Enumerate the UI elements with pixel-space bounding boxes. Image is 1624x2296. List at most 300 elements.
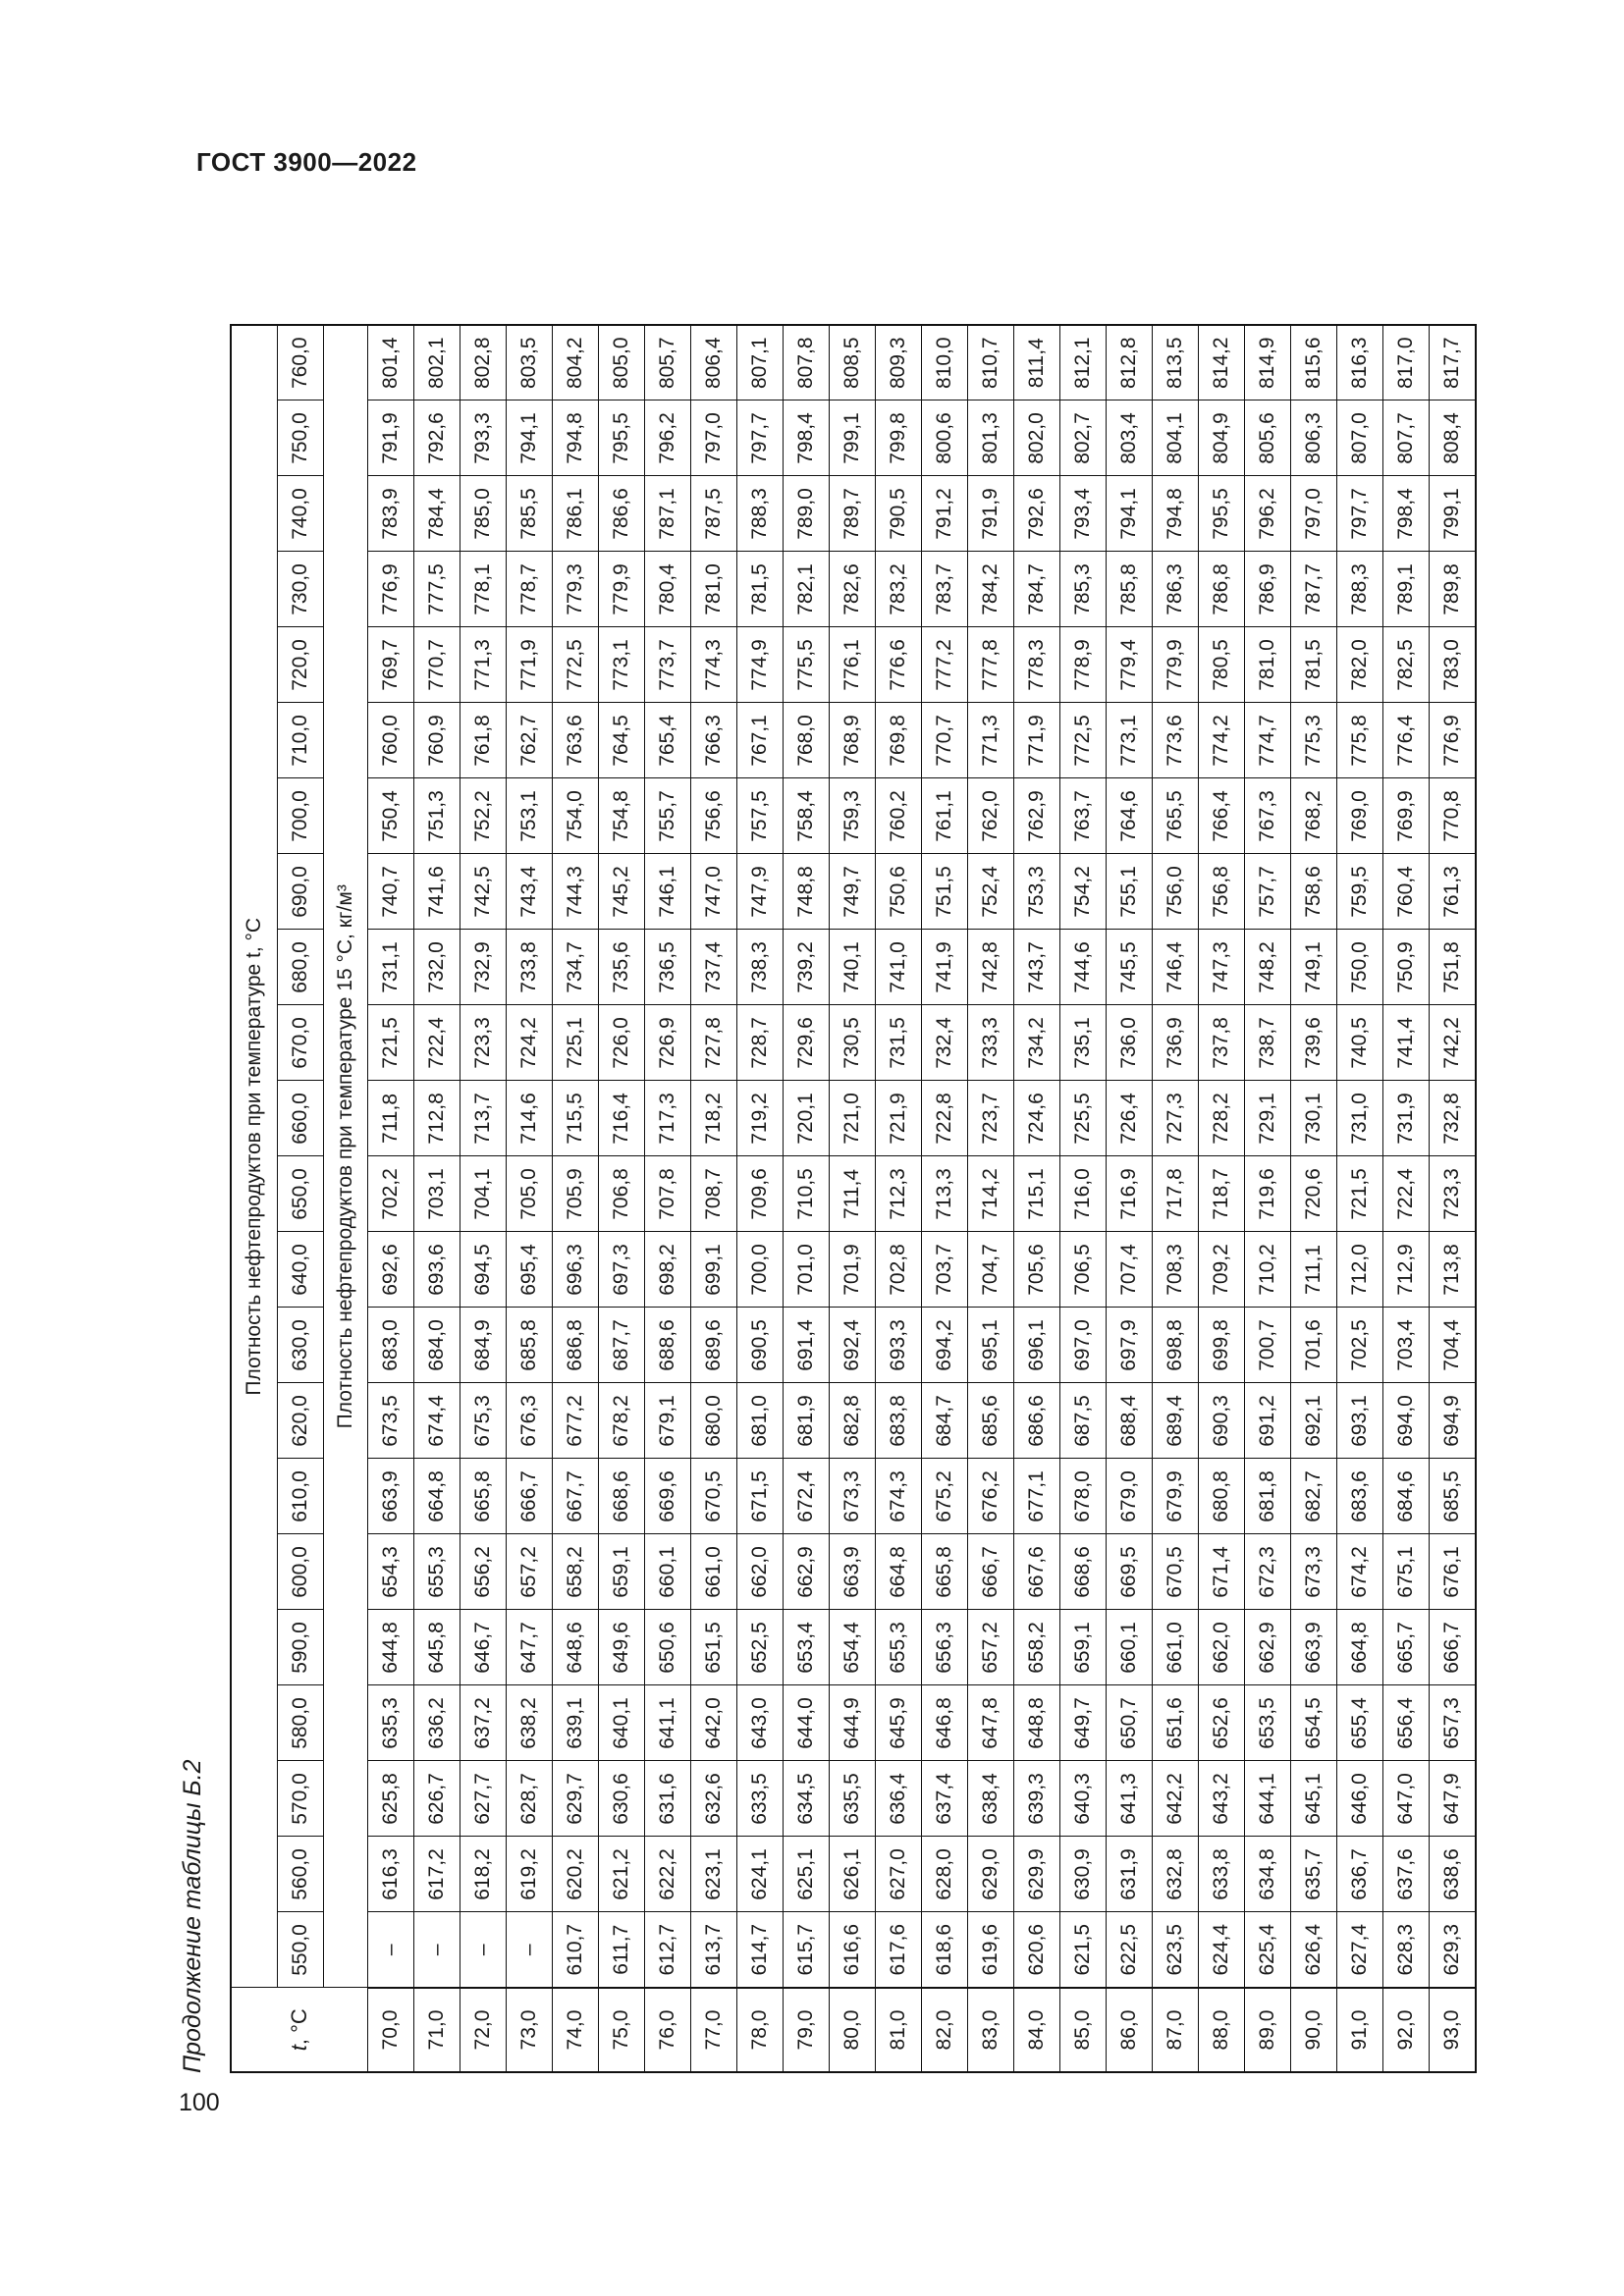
density-cell: 645,8 [414,1610,460,1685]
density-cell: 676,3 [507,1383,553,1459]
density-cell: 662,9 [1245,1610,1291,1685]
temperature-cell: 90,0 [1291,1988,1337,2072]
density-cell: 705,6 [1014,1232,1060,1308]
density-cell: 769,8 [876,703,922,778]
density-cell: 623,5 [1153,1912,1199,1988]
density-cell: 638,4 [968,1761,1014,1837]
density-cell: 736,5 [645,930,691,1005]
density-cell: 737,8 [1199,1005,1245,1081]
density-cell: 722,8 [922,1081,968,1156]
density-cell: – [414,1912,460,1988]
table-row [368,325,414,2072]
density-cell: 656,4 [1383,1685,1430,1761]
density-cell: 684,9 [460,1308,507,1383]
density-cell: 760,2 [876,778,922,854]
density-cell: 797,0 [1291,476,1337,552]
density-cell: 665,8 [922,1534,968,1610]
density-cell: 693,1 [1337,1383,1383,1459]
density-cell: 742,5 [460,854,507,930]
density-cell: 789,0 [784,476,830,552]
density-cell: 784,2 [968,552,1014,627]
density-cell: 652,6 [1199,1685,1245,1761]
density-cell: 735,1 [1060,1005,1107,1081]
density-cell: 635,7 [1291,1837,1337,1912]
density-cell: 673,5 [368,1383,414,1459]
density-cell: 761,3 [1430,854,1477,930]
density-cell: 809,3 [876,325,922,400]
density-cell: 653,4 [784,1610,830,1685]
column-header: 750,0 [278,400,324,476]
density-cell: 635,3 [368,1685,414,1761]
density-cell: 765,5 [1153,778,1199,854]
column-header: 760,0 [278,325,324,400]
density-cell: 637,6 [1383,1837,1430,1912]
density-cell: 709,2 [1199,1232,1245,1308]
density-cell: 777,2 [922,627,968,703]
density-cell: 781,5 [737,552,784,627]
density-cell: 689,6 [691,1308,737,1383]
density-cell: 679,9 [1153,1459,1199,1534]
density-cell: 708,7 [691,1156,737,1232]
density-cell: 803,4 [1107,400,1153,476]
column-header: 660,0 [278,1081,324,1156]
density-cell: 808,5 [830,325,876,400]
column-header: 710,0 [278,703,324,778]
density-cell: 715,5 [553,1081,599,1156]
density-cell: 655,4 [1337,1685,1383,1761]
density-cell: 629,3 [1430,1912,1477,1988]
density-cell: 813,5 [1153,325,1199,400]
density-cell: 660,1 [1107,1610,1153,1685]
density-cell: 704,7 [968,1232,1014,1308]
density-cell: 787,1 [645,476,691,552]
density-cell: 732,9 [460,930,507,1005]
density-cell: 787,5 [691,476,737,552]
density-cell: 694,0 [1383,1383,1430,1459]
density-cell: 812,8 [1107,325,1153,400]
density-cell: 649,7 [1060,1685,1107,1761]
density-cell: 666,7 [1430,1610,1477,1685]
density-cell: 671,4 [1199,1534,1245,1610]
density-cell: 718,2 [691,1081,737,1156]
density-cell: 769,7 [368,627,414,703]
density-cell: 674,4 [414,1383,460,1459]
density-cell: 625,4 [1245,1912,1291,1988]
table-row [460,325,507,2072]
density-cell: 721,0 [830,1081,876,1156]
density-cell: 694,2 [922,1308,968,1383]
table-row [1199,325,1245,2072]
density-cell: 719,2 [737,1081,784,1156]
density-cell: 788,3 [1337,552,1383,627]
density-cell: 686,8 [553,1308,599,1383]
density-cell: 628,0 [922,1837,968,1912]
density-cell: 756,0 [1153,854,1199,930]
density-cell: 628,7 [507,1761,553,1837]
density-cell: 716,0 [1060,1156,1107,1232]
density-cell: 807,0 [1337,400,1383,476]
density-cell: 627,7 [460,1761,507,1837]
density-cell: 786,3 [1153,552,1199,627]
column-header: 570,0 [278,1761,324,1837]
density-cell: 651,5 [691,1610,737,1685]
density-cell: 694,5 [460,1232,507,1308]
density-cell: 792,6 [1014,476,1060,552]
table-caption: Продолжение таблицы Б.2 [179,1759,206,2073]
density-cell: 750,9 [1383,930,1430,1005]
density-cell: 771,3 [460,627,507,703]
density-cell: 676,2 [968,1459,1014,1534]
temperature-cell: 92,0 [1383,1988,1430,2072]
density-cell: 768,9 [830,703,876,778]
density-cell: 776,6 [876,627,922,703]
density-cell: 781,0 [1245,627,1291,703]
density-cell: 744,3 [553,854,599,930]
density-cell: 739,6 [1291,1005,1337,1081]
table-row [645,325,691,2072]
density-cell: 699,1 [691,1232,737,1308]
column-header: 680,0 [278,930,324,1005]
density-cell: 676,1 [1430,1534,1477,1610]
density-cell: 812,1 [1060,325,1107,400]
density-cell: 663,9 [830,1534,876,1610]
density-cell: 663,9 [1291,1610,1337,1685]
density-cell: 622,2 [645,1837,691,1912]
density-cell: 703,4 [1383,1308,1430,1383]
temperature-cell: 86,0 [1107,1988,1153,2072]
table-row [876,325,922,2072]
density-cell: 728,2 [1199,1081,1245,1156]
density-cell: 687,7 [599,1308,645,1383]
density-cell: 668,6 [599,1459,645,1534]
density-cell: 804,1 [1153,400,1199,476]
density-cell: 758,6 [1291,854,1337,930]
density-cell: 712,3 [876,1156,922,1232]
density-cell: 664,8 [876,1534,922,1610]
density-cell: 753,1 [507,778,553,854]
density-cell: 754,0 [553,778,599,854]
density-cell: 669,5 [1107,1534,1153,1610]
density-cell: 731,9 [1383,1081,1430,1156]
density-cell: 722,4 [414,1005,460,1081]
column-header: 650,0 [278,1156,324,1232]
density-cell: 779,4 [1107,627,1153,703]
density-cell: 802,1 [414,325,460,400]
density-cell: 807,7 [1383,400,1430,476]
density-cell: 652,5 [737,1610,784,1685]
temperature-cell: 82,0 [922,1988,968,2072]
density-cell: 623,1 [691,1837,737,1912]
density-cell: 776,1 [830,627,876,703]
density-cell: 684,7 [922,1383,968,1459]
density-cell: 807,8 [784,325,830,400]
column-headers-row [278,325,324,2072]
density-cell: 695,1 [968,1308,1014,1383]
density-cell: 627,4 [1337,1912,1383,1988]
column-header: 740,0 [278,476,324,552]
density-cell: 791,9 [968,476,1014,552]
density-cell: 666,7 [507,1459,553,1534]
density-cell: 795,5 [1199,476,1245,552]
density-cell: 783,0 [1430,627,1477,703]
density-cell: 644,0 [784,1685,830,1761]
density-cell: 770,8 [1430,778,1477,854]
density-cell: 805,6 [1245,400,1291,476]
density-cell: 655,3 [414,1534,460,1610]
density-cell: 737,4 [691,930,737,1005]
density-cell: 801,3 [968,400,1014,476]
density-cell: 718,7 [1199,1156,1245,1232]
density-cell: 632,6 [691,1761,737,1837]
density-cell: 747,9 [737,854,784,930]
density-cell: 760,4 [1383,854,1430,930]
temperature-cell: 84,0 [1014,1988,1060,2072]
density-cell: 793,3 [460,400,507,476]
density-cell: 761,1 [922,778,968,854]
density-cell: 644,8 [368,1610,414,1685]
density-cell: 712,9 [1383,1232,1430,1308]
temperature-cell: 83,0 [968,1988,1014,2072]
density-cell: 780,5 [1199,627,1245,703]
table-row [968,325,1014,2072]
density-cell: 636,7 [1337,1837,1383,1912]
density-cell: 817,0 [1383,325,1430,400]
density-cell: 659,1 [599,1534,645,1610]
table-row [414,325,460,2072]
density-cell: 731,0 [1337,1081,1383,1156]
column-header: 590,0 [278,1610,324,1685]
density-cell: 612,7 [645,1912,691,1988]
temperature-cell: 81,0 [876,1988,922,2072]
table-body [368,325,1477,2072]
density-cell: 625,8 [368,1761,414,1837]
density-cell: 730,1 [1291,1081,1337,1156]
density-cell: 638,6 [1430,1837,1477,1912]
density-cell: 745,2 [599,854,645,930]
density-cell: 789,1 [1383,552,1430,627]
t-column-header: t, °C [231,1988,368,2072]
density-cell: 773,6 [1153,703,1199,778]
density-cell: 665,8 [460,1459,507,1534]
density-cell: 738,7 [1245,1005,1291,1081]
density-cell: 773,1 [1107,703,1153,778]
density-cell: 658,2 [1014,1610,1060,1685]
density-cell: 645,1 [1291,1761,1337,1837]
density-cell: 735,6 [599,930,645,1005]
density-cell: 746,4 [1153,930,1199,1005]
density-cell: 733,8 [507,930,553,1005]
density-cell: 740,1 [830,930,876,1005]
density-cell: 720,1 [784,1081,830,1156]
density-cell: 755,7 [645,778,691,854]
column-header: 700,0 [278,778,324,854]
density-cell: 711,4 [830,1156,876,1232]
density-cell: 661,0 [1153,1610,1199,1685]
temperature-cell: 77,0 [691,1988,737,2072]
density-cell: 656,2 [460,1534,507,1610]
density-cell: 664,8 [1337,1610,1383,1685]
density-cell: 756,6 [691,778,737,854]
density-cell: 666,7 [968,1534,1014,1610]
density-cell: 706,8 [599,1156,645,1232]
density-cell: 654,3 [368,1534,414,1610]
density-cell: 729,6 [784,1005,830,1081]
density-cell: 629,9 [1014,1837,1060,1912]
density-cell: 777,8 [968,627,1014,703]
density-cell: 675,2 [922,1459,968,1534]
density-cell: 751,3 [414,778,460,854]
group-header: Плотность нефтепродуктов при температуре t, °C [231,325,278,1988]
density-cell: 714,6 [507,1081,553,1156]
density-cell: 725,5 [1060,1081,1107,1156]
density-cell: 683,8 [876,1383,922,1459]
density-cell: 618,2 [460,1837,507,1912]
density-cell: 779,9 [1153,627,1199,703]
density-cell: 716,4 [599,1081,645,1156]
density-cell: 787,7 [1291,552,1337,627]
density-cell: 677,2 [553,1383,599,1459]
density-cell: – [507,1912,553,1988]
density-cell: 688,6 [645,1308,691,1383]
density-cell: 629,7 [553,1761,599,1837]
density-cell: 635,5 [830,1761,876,1837]
sub-header: Плотность нефтепродуктов при температуре 15 °C, кг/м³ [324,325,368,1988]
density-cell: 783,9 [368,476,414,552]
density-cell: 630,9 [1060,1837,1107,1912]
density-cell: 630,6 [599,1761,645,1837]
density-cell: 805,7 [645,325,691,400]
temperature-cell: 93,0 [1430,1988,1477,2072]
density-cell: 680,0 [691,1383,737,1459]
density-cell: 789,8 [1430,552,1477,627]
table-row [1107,325,1153,2072]
density-cell: 778,1 [460,552,507,627]
density-cell: 714,2 [968,1156,1014,1232]
density-cell: 806,4 [691,325,737,400]
density-cell: 641,3 [1107,1761,1153,1837]
density-cell: 632,8 [1153,1837,1199,1912]
density-cell: 637,4 [922,1761,968,1837]
density-cell: 763,7 [1060,778,1107,854]
density-cell: 750,4 [368,778,414,854]
density-cell: 682,8 [830,1383,876,1459]
density-cell: 665,7 [1383,1610,1430,1685]
density-cell: 804,2 [553,325,599,400]
density-cell: 750,6 [876,854,922,930]
density-cell: 641,1 [645,1685,691,1761]
density-cell: 726,9 [645,1005,691,1081]
density-cell: 739,2 [784,930,830,1005]
density-cell: 814,9 [1245,325,1291,400]
density-cell: 701,0 [784,1232,830,1308]
density-cell: 611,7 [599,1912,645,1988]
density-cell: 669,6 [645,1459,691,1534]
density-cell: 794,8 [1153,476,1199,552]
density-cell: 722,4 [1383,1156,1430,1232]
density-cell: 654,4 [830,1610,876,1685]
density-cell: 752,2 [460,778,507,854]
density-cell: 721,5 [368,1005,414,1081]
density-cell: 654,5 [1291,1685,1337,1761]
density-cell: 622,5 [1107,1912,1153,1988]
density-cell: 784,4 [414,476,460,552]
table-row [599,325,645,2072]
temperature-cell: 78,0 [737,1988,784,2072]
density-cell: 673,3 [1291,1534,1337,1610]
density-cell: 767,1 [737,703,784,778]
density-cell: 680,8 [1199,1459,1245,1534]
density-cell: 748,2 [1245,930,1291,1005]
density-cell: 777,5 [414,552,460,627]
density-cell: 730,5 [830,1005,876,1081]
density-cell: 719,6 [1245,1156,1291,1232]
density-cell: 656,3 [922,1610,968,1685]
density-cell: 711,1 [1291,1232,1337,1308]
density-cell: 681,8 [1245,1459,1291,1534]
density-cell: 764,5 [599,703,645,778]
density-cell: 636,4 [876,1761,922,1837]
density-cell: 751,8 [1430,930,1477,1005]
density-cell: 647,8 [968,1685,1014,1761]
density-cell: 794,1 [507,400,553,476]
column-header: 730,0 [278,552,324,627]
density-cell: 698,2 [645,1232,691,1308]
density-cell: 613,7 [691,1912,737,1988]
density-cell: 789,7 [830,476,876,552]
density-cell: 782,6 [830,552,876,627]
table-row [553,325,599,2072]
density-cell: 769,9 [1383,778,1430,854]
density-cell: 814,2 [1199,325,1245,400]
density-cell: 713,8 [1430,1232,1477,1308]
density-cell: 663,9 [368,1459,414,1534]
density-cell: – [368,1912,414,1988]
density-cell: 799,1 [1430,476,1477,552]
density-cell: 648,8 [1014,1685,1060,1761]
density-cell: 629,0 [968,1837,1014,1912]
density-cell: 668,6 [1060,1534,1107,1610]
density-cell: 662,9 [784,1534,830,1610]
density-table [230,324,1477,2073]
density-cell: 748,8 [784,854,830,930]
column-header: 610,0 [278,1459,324,1534]
density-cell: 651,6 [1153,1685,1199,1761]
density-cell: 723,7 [968,1081,1014,1156]
density-cell: 752,4 [968,854,1014,930]
temperature-cell: 72,0 [460,1988,507,2072]
density-cell: 747,0 [691,854,737,930]
density-cell: 725,1 [553,1005,599,1081]
density-cell: 810,0 [922,325,968,400]
density-cell: 778,9 [1060,627,1107,703]
density-cell: 778,7 [507,552,553,627]
density-cell: 791,9 [368,400,414,476]
table-row [1383,325,1430,2072]
density-cell: 736,9 [1153,1005,1199,1081]
density-cell: 776,9 [368,552,414,627]
density-cell: 815,6 [1291,325,1337,400]
density-cell: 664,8 [414,1459,460,1534]
density-cell: 717,3 [645,1081,691,1156]
density-cell: 620,6 [1014,1912,1060,1988]
density-cell: 742,8 [968,930,1014,1005]
density-cell: 636,2 [414,1685,460,1761]
density-cell: 711,8 [368,1081,414,1156]
density-cell: 615,7 [784,1912,830,1988]
density-cell: 774,2 [1199,703,1245,778]
density-cell: 768,0 [784,703,830,778]
density-cell: 798,4 [1383,476,1430,552]
